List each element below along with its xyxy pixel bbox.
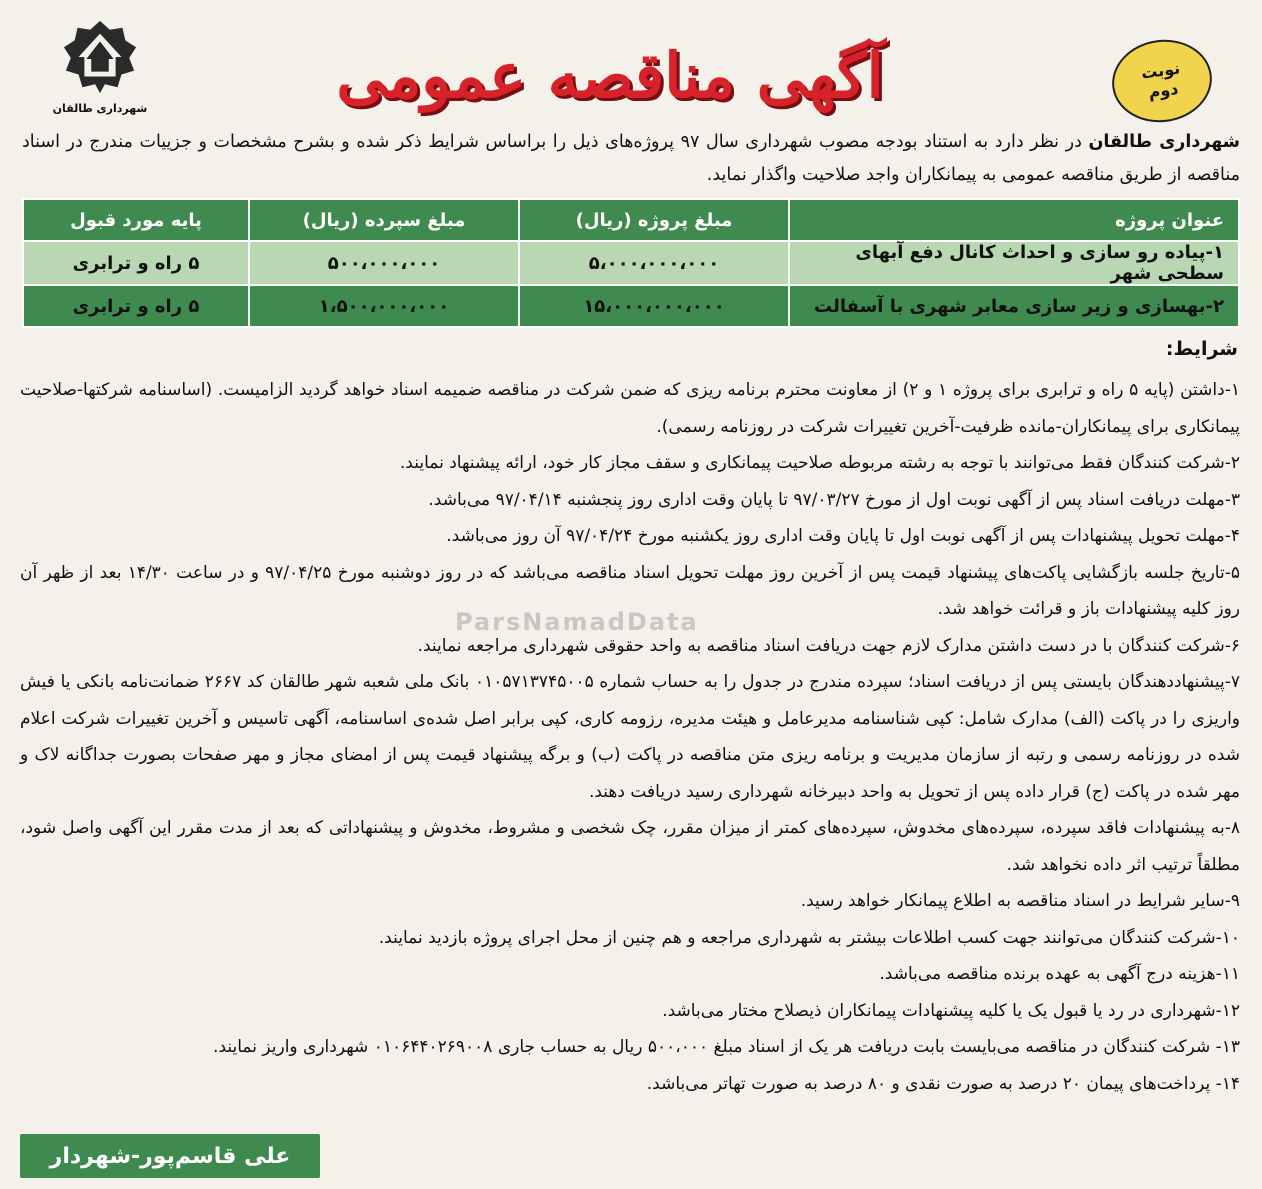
cell-project-amount: ۱۵،۰۰۰،۰۰۰،۰۰۰ [519, 285, 789, 327]
conditions-heading: شرایط: [1165, 338, 1238, 360]
conditions-list [20, 372, 1240, 1102]
condition-item: ۱-داشتن (پایه ۵ راه و ترابری برای پروژه ۱ و ۲) از معاونت محترم برنامه ریزی که ضمن شرکت در مناقصه ضمیمه اسناد خواهد گردید الزامیست. (اساسنامه شرکتها-صلاحیت پیمانکاری برای پیمانکاران-مانده ظرفیت-آخرین تغییرات شرکت در روزنامه رسمی). [20, 380, 1240, 437]
cell-project-title: ۱-پیاده رو سازی و احداث کانال دفع آبهای سطحی شهر [789, 241, 1239, 285]
condition-item: ۲-شرکت کنندگان فقط می‌توانند با توجه به رشته مربوطه صلاحیت پیمانکاری و سقف مجاز کار خود، ارائه پیشنهاد نمایند. [399, 453, 1240, 473]
projects-table [22, 198, 1240, 328]
cell-deposit-amount: ۵۰۰،۰۰۰،۰۰۰ [249, 241, 519, 285]
cell-project-amount: ۵،۰۰۰،۰۰۰،۰۰۰ [519, 241, 789, 285]
condition-item: ۱۳- شرکت کنندگان در مناقصه می‌بایست بابت دریافت هر یک از اسناد مبلغ ۵۰۰،۰۰۰ ریال به حساب جاری ۰۱۰۶۴۴۰۲۶۹۰۰۸ شهرداری واریز نمایند. [213, 1037, 1240, 1057]
table-row [23, 241, 1239, 285]
condition-item: ۴-مهلت تحویل پیشنهادات پس از آگهی نوبت اول تا پایان وقت اداری روز یکشنبه مورخ ۹۷/۰۴/۲۴ آن روز می‌باشد. [446, 526, 1240, 546]
mayor-signature: علی قاسم‌پور-شهردار [20, 1134, 320, 1178]
badge-line1: نوبت [1139, 58, 1182, 83]
header-project-amount: مبلغ پروژه (ریال) [519, 199, 789, 241]
table-row [23, 285, 1239, 327]
page-title: آگهی مناقصه عمومی [336, 39, 884, 112]
header-accepted-grade: پایه مورد قبول [23, 199, 249, 241]
condition-item: ۵-تاریخ جلسه بازگشایی پاکت‌های پیشنهاد قیمت پس از آخرین روز مهلت تحویل اسناد مناقصه می‌باشد که در روز دوشنبه مورخ ۹۷/۰۴/۲۵ و در ساعت ۱۴/۳۰ بعد از ظهر آن روز کلیه پیشنهادات باز و قرائت خواهد شد. [20, 562, 1240, 619]
condition-item: ۸-به پیشنهادات فاقد سپرده، سپرده‌های مخدوش، سپرده‌های کمتر از میزان مقرر، چک شخصی و مشروط، مخدوش و پیشنهاداتی که بعد از مدت مقرر این آگهی واصل شود، مطلقاً ترتیب اثر داده نخواهد شد. [20, 818, 1240, 875]
condition-item: ۱۱-هزینه درج آگهی به عهده برنده مناقصه می‌باشد. [879, 964, 1240, 984]
condition-item: ۱۰-شرکت کنندگان می‌توانند جهت کسب اطلاعات بیشتر به شهرداری مراجعه و هم چنین از محل اجرای پروژه بازدید نمایند. [378, 927, 1240, 948]
condition-item: ۹-سایر شرایط در اسناد مناقصه به اطلاع پیمانکار خواهد رسید. [800, 891, 1240, 911]
intro-text: در نظر دارد به استناد بودجه مصوب شهرداری سال ۹۷ پروژه‌های ذیل را براساس شرایط ذکر شده و بشرح مشخصات و جزییات مندرج در اسناد مناقصه از طریق مناقصه عمومی به پیمانکاران واجد صلاحیت واگذار نماید. [22, 132, 1240, 185]
condition-item: ۷-پیشنهاددهندگان بایستی پس از دریافت اسناد؛ سپرده مندرج در جدول را به حساب شماره ۰۱۰۵۷۱۳۷۴۵۰۰۵ بانک ملی شعبه شهر طالقان کد ۲۶۶۷ ضمانت‌نامه بانکی یا فیش واریزی را در پاکت (الف) مدارک شامل: کپی شناسنامه مدیرعامل و هیئت مدیره، رزومه کاری، کپی برابر اصل شده‌ی اساسنامه، آگهی تاسیس و آخرین تغییرات شرکت اعلام شده در روزنامه رسمی و رتبه از سازمان مدیریت و برنامه ریزی متن مناقصه در پاکت (ب) و برگه پیشنهاد قیمت پس از امضای مجاز و مهر صفحات بصورت جداگانه لاک و مهر شده در پاکت (ج) قرار داده پس از تحویل به واحد دبیرخانه شهرداری رسید دریافت دهند. [20, 672, 1240, 802]
emblem-icon [61, 18, 139, 96]
badge-line2: دوم [1147, 78, 1180, 102]
header-project-title: عنوان پروژه [789, 199, 1239, 241]
condition-item: ۳-مهلت دریافت اسناد پس از آگهی نوبت اول از مورخ ۹۷/۰۳/۲۷ تا پایان وقت اداری روز پنجشنبه ۹۷/۰۴/۱۴ می‌باشد. [428, 489, 1240, 510]
condition-item: ۱۲-شهرداری در رد یا قبول یک یا کلیه پیشنهادات پیمانکاران ذیصلاح مختار می‌باشد. [662, 1000, 1240, 1021]
table-header-row [23, 199, 1239, 241]
cell-accepted-grade: ۵ راه و ترابری [23, 241, 249, 285]
header-deposit-amount: مبلغ سپرده (ریال) [249, 199, 519, 241]
round-badge [1107, 33, 1217, 128]
cell-project-title: ۲-بهسازی و زیر سازی معابر شهری با آسفالت [789, 285, 1239, 327]
watermark: ParsNamadData [455, 608, 699, 636]
cell-accepted-grade: ۵ راه و ترابری [23, 285, 249, 327]
condition-item: ۶-شرکت کنندگان با در دست داشتن مدارک لازم جهت دریافت اسناد مناقصه به واحد حقوقی شهرداری مراجعه نمایند. [417, 635, 1240, 656]
cell-deposit-amount: ۱،۵۰۰،۰۰۰،۰۰۰ [249, 285, 519, 327]
logo-caption: شهرداری طالقان [52, 102, 148, 115]
municipality-logo [40, 18, 160, 115]
intro-org: شهرداری طالقان [1088, 132, 1241, 152]
condition-item: ۱۴- پرداخت‌های پیمان ۲۰ درصد به صورت نقدی و ۸۰ درصد به صورت تهاتر می‌باشد. [646, 1073, 1240, 1094]
intro-paragraph [22, 126, 1240, 192]
